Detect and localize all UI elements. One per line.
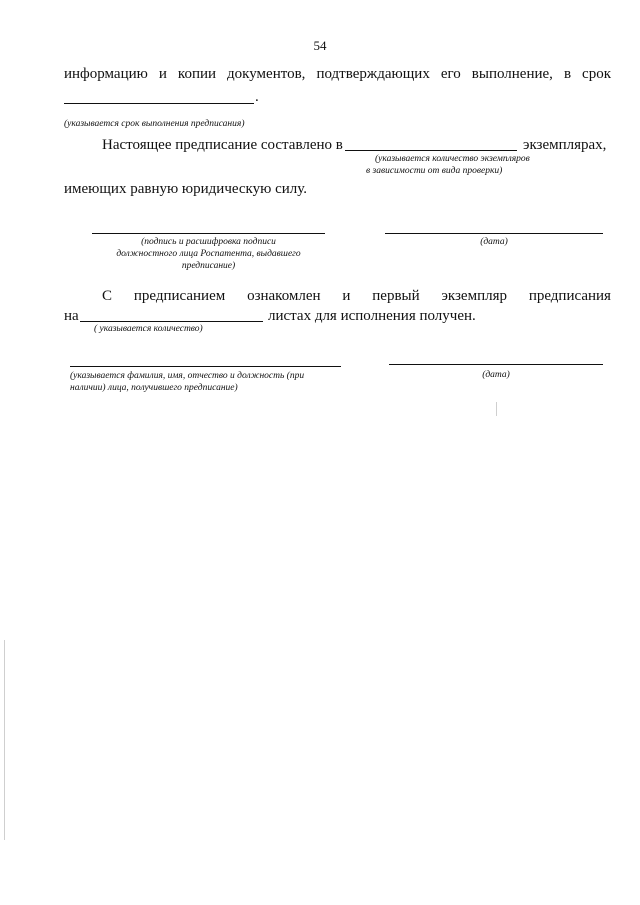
copies-note-line-1: (указывается количество экземпляров <box>375 154 530 164</box>
word: срок <box>582 66 611 82</box>
copies-prefix: Настоящее предписание составлено в <box>102 137 343 153</box>
sheets-suffix: листах для исполнения получен. <box>268 308 476 324</box>
date-1-note: (дата) <box>480 237 508 247</box>
sheets-note: ( указывается количество) <box>94 324 203 334</box>
date-2-note: (дата) <box>482 370 510 380</box>
date-2-line <box>389 364 603 365</box>
signature-1-note-line-3: предписание) <box>181 261 236 271</box>
recipient-note-line-2: наличии) лица, получившего предписание) <box>70 383 238 393</box>
legal-force-line: имеющих равную юридическую силу. <box>64 181 308 197</box>
sheets-count-blank-line <box>80 321 263 322</box>
word: в <box>563 66 572 82</box>
word: его <box>440 66 461 82</box>
copies-note-line-2: в зависимости от вида проверки) <box>366 166 503 176</box>
word: и <box>158 66 167 82</box>
page-number: 54 <box>313 38 327 53</box>
deadline-note: (указывается срок выполнения предписания) <box>64 119 245 129</box>
word: предписания <box>528 288 611 304</box>
deadline-blank-line <box>64 103 254 104</box>
paragraph-1-line-1 <box>64 65 611 83</box>
paragraph-3-line-1 <box>102 287 611 305</box>
word: предписанием <box>133 288 226 304</box>
scan-artifact <box>4 640 5 840</box>
trailing-period: . <box>255 89 259 105</box>
word: документов, <box>227 66 306 82</box>
word: информацию <box>64 66 148 82</box>
scan-artifact <box>496 402 497 416</box>
recipient-note-line-1: (указывается фамилия, имя, отчество и должность (при <box>70 371 305 381</box>
word: копии <box>177 66 217 82</box>
copies-suffix: экземплярах, <box>523 137 607 153</box>
word: выполнение, <box>471 66 553 82</box>
sheets-prefix: на <box>64 308 79 324</box>
word: подтверждающих <box>316 66 430 82</box>
word: С <box>102 288 113 304</box>
word: ознакомлен <box>247 288 321 304</box>
copies-count-blank-line <box>345 150 517 151</box>
signature-1-note-line-1: (подпись и расшифровка подписи <box>141 237 276 247</box>
recipient-signature-line <box>70 366 341 367</box>
word: первый <box>372 288 420 304</box>
word: и <box>342 288 351 304</box>
date-1-line <box>385 233 603 234</box>
signature-1-line <box>92 233 325 234</box>
signature-1-note-line-2: должностного лица Роспатента, выдавшего <box>116 249 301 259</box>
word: экземпляр <box>441 288 507 304</box>
